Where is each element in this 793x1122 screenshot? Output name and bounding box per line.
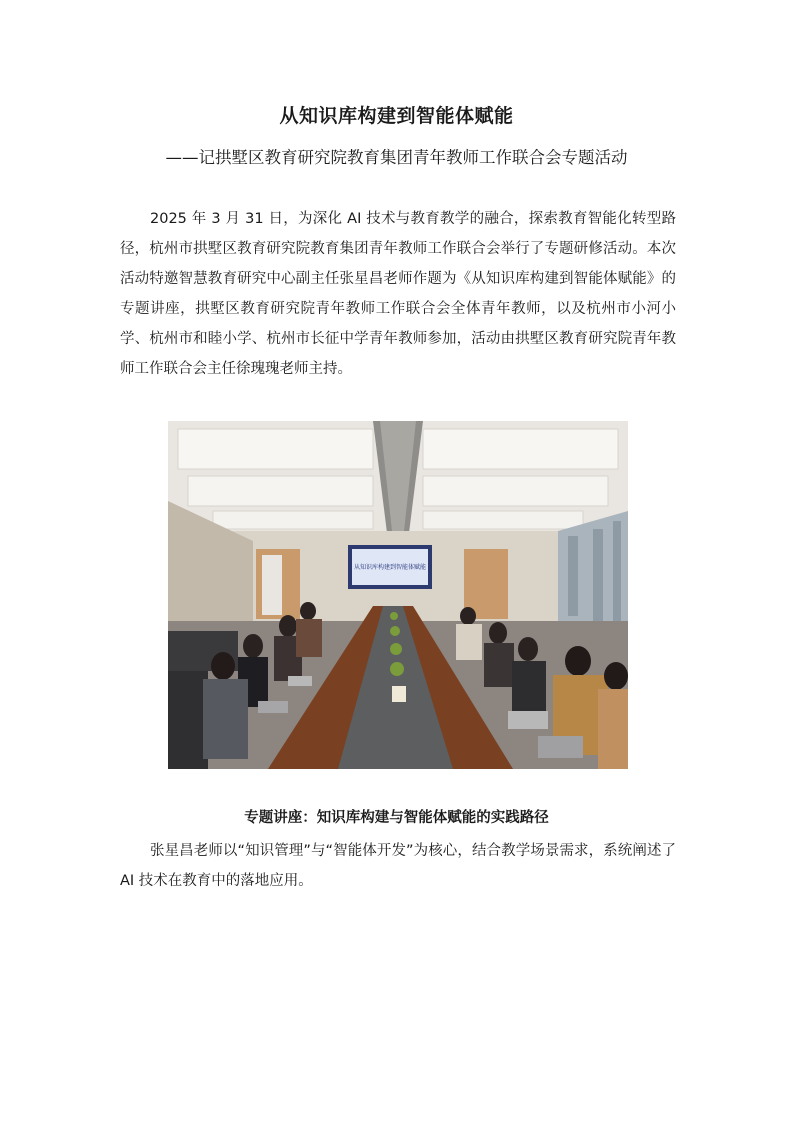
intro-paragraph: 2025 年 3 月 31 日，为深化 AI 技术与教育教学的融合，探索教育智能化转型路径，杭州市拱墅区教育研究院教育集团青年教师工作联合会举行了专题研修活动。本次活动特邀智慧教育研究中心副主任张星昌老师作题为《从知识库构建到智能体赋能》的专题讲座，拱墅区教育研究院青年教师工作联合会全体青年教师，以及杭州市小河小学、杭州市和睦小学、杭州市长征中学青年教师参加，活动由拱墅区教育研究院青年教师工作联合会主任徐瑰瑰老师主持。: [120, 211, 676, 377]
meeting-photo: [168, 421, 628, 769]
section-paragraph: 张星昌老师以“知识管理”与“智能体开发”为核心，结合教学场景需求，系统阐述了 AI 技术在教育中的落地应用。: [120, 843, 676, 889]
screen-text: 从知识库构建到智能体赋能: [353, 564, 427, 571]
article-title: 从知识库构建到智能体赋能: [279, 105, 514, 127]
article-subtitle: ——记拱墅区教育研究院教育集团青年教师工作联合会专题活动: [165, 148, 628, 167]
section-heading: 专题讲座：知识库构建与智能体赋能的实践路径: [244, 810, 549, 826]
